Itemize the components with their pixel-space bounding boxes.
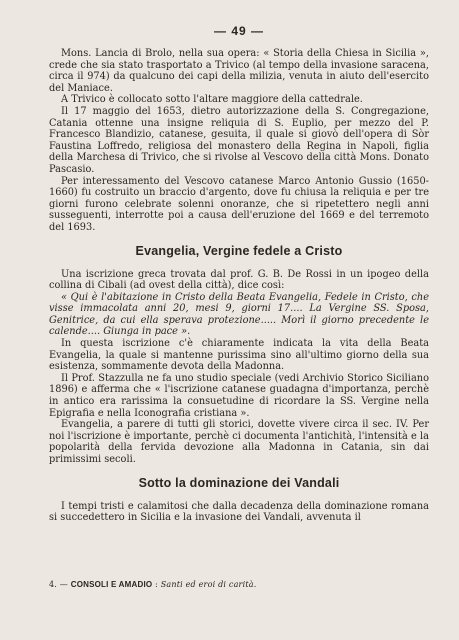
footer-separator: :	[152, 580, 161, 589]
signature-number: 4. —	[49, 580, 71, 589]
paragraph-trivico-altare: A Trivico è collocato sotto l'altare maggiore della cattedrale.	[61, 94, 363, 106]
paragraph-vita-evangelia: In questa iscrizione c'è chiaramente indicata la vita della Beata Evangelia, la quale si mantenne purissima sino all'ultimo giorno della sua esistenza, sommamente devota della Madonna.	[49, 338, 429, 373]
inscription-quote: « Qui è l'abitazione in Cristo della Beata Evangelia, Fedele in Cristo, che visse immacolata anni 20, mesi 9, giorni 17.... La Vergine SS. Sposa, Genitrice, da cui ella sperava protezione..... Morì il giorno precedente le calende.... Giunga in pace ».	[49, 291, 429, 338]
section-heading-evangelia: Evangelia, Vergine fedele a Cristo	[135, 243, 343, 258]
page-number: — 49 —	[213, 24, 264, 38]
paragraph-iscrizione-intro: Una iscrizione greca trovata dal prof. G. B. De Rossi in un ipogeo della collina di Cibali (ad ovest della città), dice così:	[49, 268, 429, 292]
page-footer	[49, 580, 256, 589]
footer-book-title: Santi ed eroi di carità.	[160, 580, 257, 589]
paragraph-tempi-tristi: I tempi tristi e calamitosi che dalla decadenza della dominazione romana si succedettero in Sicilia e la invasione dei Vandali, avvenuta il	[49, 500, 429, 524]
paragraph-braccio-argento: Per interessamento del Vescovo catanese Marco Antonio Gussio (1650-1660) fu costruito un braccio d'argento, dove fu chiusa la reliquia e per tre giorni furono celebrate solenni onoranze, che si ripetettero negli anni susseguenti, interrotte poi a causa dell'eruzione del 1669 e del terremoto del 1693.	[49, 175, 429, 233]
section-heading-vandali: Sotto la dominazione dei Vandali	[138, 475, 340, 490]
footer-authors: CONSOLI E AMADIO	[70, 580, 153, 589]
paragraph-storia-chiesa: Mons. Lancia di Brolo, nella sua opera: « Storia della Chiesa in Sicilia », crede che sia stato trasportato a Trivico (al tempo della invasione saracena, circa il 974) da qualcuno dei capi della milizia, venuta in aiuto dell'esercito del Maniace.	[49, 48, 429, 94]
paragraph-stazzulla: Il Prof. Stazzulla ne fa uno studio speciale (vedi Archivio Storico Siciliano 1896) e afferma che « l'iscrizione catanese guadagna d'importanza, perchè in antico era rarissima la consuetudine di ricordare la SS. Vergine nella Epigrafia e nella Iconografia cristiana ».	[49, 372, 429, 419]
paragraph-reliquia-1653: Il 17 maggio del 1653, dietro autorizzazione della S. Congregazione, Catania ottenne una insigne reliquia di S. Euplio, per mezzo del P. Francesco Blandizio, catanese, gesuita, il quale si giovò dell'opera di Sòr Faustina Loffredo, religiosa del monastero della Regina in Napoli, figlia della Marchesa di Trivico, che si rivolse al Vescovo della città Mons. Donato Pascasio.	[49, 105, 429, 175]
paragraph-devozione: Evangelia, a parere di tutti gli storici, dovette vivere circa il sec. IV. Per noi l'iscrizione è importante, perchè ci documenta l'antichità, l'intensità e la popolarità della fervida devozione alla Madonna in Catania, sin dai primissimi secoli.	[49, 419, 429, 465]
